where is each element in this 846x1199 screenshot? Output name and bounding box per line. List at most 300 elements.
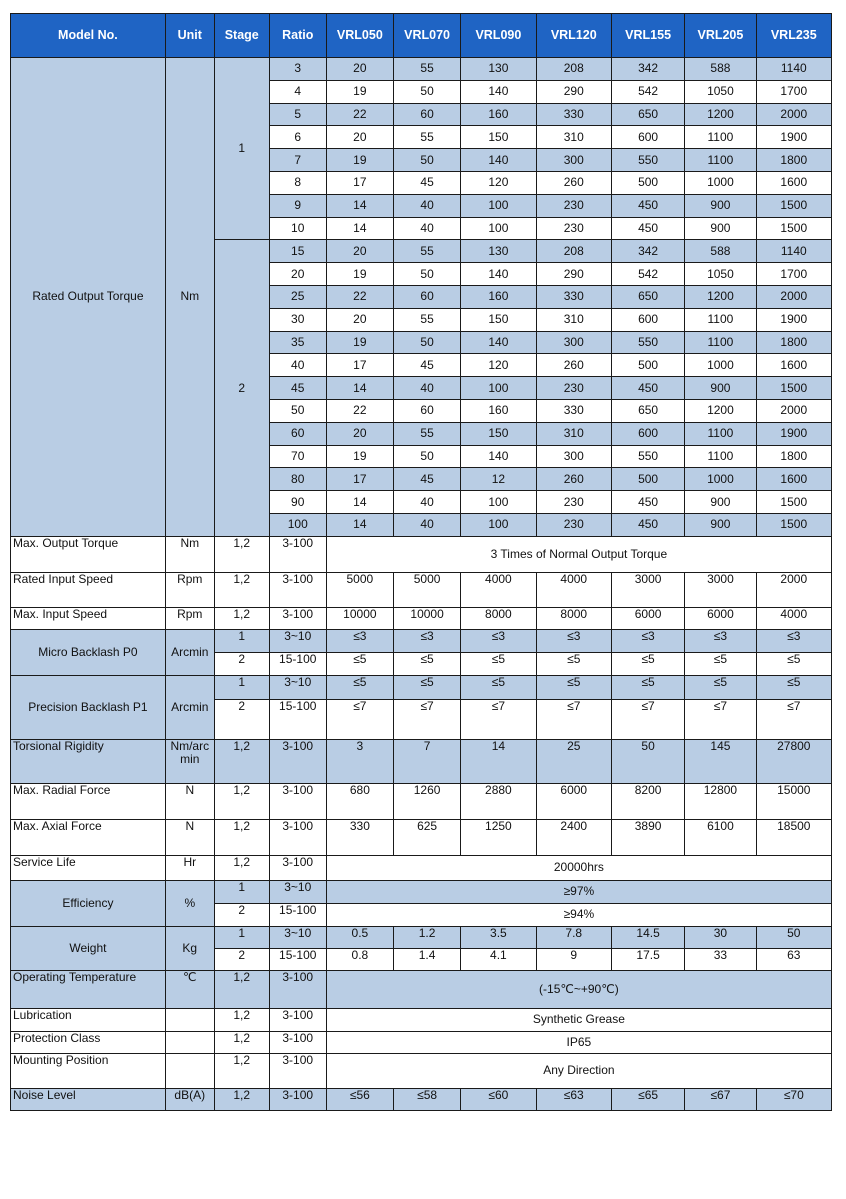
header-vrl205: VRL205	[685, 14, 756, 58]
spec-value-cell: 3890	[611, 819, 684, 855]
stage-cell: 1,2	[214, 970, 269, 1008]
spec-value-cell: 1260	[393, 783, 460, 819]
ratio-cell: 5	[269, 103, 326, 126]
header-model-no: Model No.	[11, 14, 166, 58]
spec-value-cell: ≤3	[611, 629, 684, 652]
spec-value-cell: 2880	[461, 783, 536, 819]
table-row	[11, 1031, 832, 1053]
unit-cell	[165, 1053, 214, 1088]
table-row	[11, 819, 832, 855]
torque-value-cell: 1500	[756, 217, 831, 240]
torque-value-cell: 55	[393, 58, 460, 81]
torque-value-cell: 1140	[756, 240, 831, 263]
ratio-cell: 3-100	[269, 1053, 326, 1088]
unit-cell: Arcmin	[165, 629, 214, 675]
row-label-rated-output-torque: Rated Output Torque	[11, 58, 166, 537]
header-row	[11, 14, 832, 58]
spec-value-cell: 50	[611, 739, 684, 783]
spec-value-cell: 4000	[756, 607, 831, 629]
stage-cell: 2	[214, 652, 269, 675]
unit-cell	[165, 1031, 214, 1053]
spec-value-cell: ≤5	[756, 652, 831, 675]
spec-value-cell: ≤67	[685, 1088, 756, 1110]
spec-value-cell: ≤5	[685, 652, 756, 675]
table-row	[11, 739, 832, 783]
spec-value-cell: 1.4	[393, 948, 460, 970]
table-row	[11, 58, 832, 81]
spec-value-cell: ≤7	[536, 699, 611, 739]
torque-value-cell: 100	[461, 377, 536, 400]
torque-value-cell: 100	[461, 491, 536, 514]
torque-value-cell: 1100	[685, 126, 756, 149]
spec-value-cell: ≤5	[393, 652, 460, 675]
spec-value-cell: 6000	[685, 607, 756, 629]
unit-cell: N	[165, 819, 214, 855]
row-label-micro-backlash-p0: Micro Backlash P0	[11, 629, 166, 675]
torque-value-cell: 500	[611, 171, 684, 194]
ratio-cell: 3-100	[269, 607, 326, 629]
row-label-max-output-torque: Max. Output Torque	[11, 536, 166, 572]
torque-value-cell: 900	[685, 491, 756, 514]
torque-value-cell: 40	[393, 217, 460, 240]
ratio-cell: 3-100	[269, 970, 326, 1008]
torque-value-cell: 19	[326, 331, 393, 354]
torque-value-cell: 600	[611, 422, 684, 445]
spec-value-cell: ≤5	[393, 675, 460, 699]
torque-value-cell: 500	[611, 354, 684, 377]
table-row	[11, 926, 832, 948]
spec-value-cell: 30	[685, 926, 756, 948]
torque-value-cell: 55	[393, 126, 460, 149]
torque-value-cell: 20	[326, 422, 393, 445]
merged-value-cell: ≥97%	[326, 880, 831, 903]
torque-value-cell: 450	[611, 491, 684, 514]
row-label-torsional-rigidity: Torsional Rigidity	[11, 739, 166, 783]
spec-value-cell: 1250	[461, 819, 536, 855]
ratio-cell: 40	[269, 354, 326, 377]
torque-value-cell: 20	[326, 58, 393, 81]
torque-value-cell: 1600	[756, 354, 831, 377]
spec-value-cell: ≤7	[461, 699, 536, 739]
spec-value-cell: 4000	[461, 572, 536, 607]
spec-value-cell: ≤58	[393, 1088, 460, 1110]
gearbox-spec-table	[10, 13, 832, 1111]
spec-value-cell: 6100	[685, 819, 756, 855]
header-vrl155: VRL155	[611, 14, 684, 58]
spec-value-cell: 680	[326, 783, 393, 819]
spec-value-cell: 625	[393, 819, 460, 855]
stage-cell: 2	[214, 948, 269, 970]
spec-value-cell: ≤3	[326, 629, 393, 652]
merged-value-cell: 20000hrs	[326, 855, 831, 880]
torque-value-cell: 45	[393, 354, 460, 377]
row-label-efficiency: Efficiency	[11, 880, 166, 926]
unit-cell: %	[165, 880, 214, 926]
torque-value-cell: 1100	[685, 445, 756, 468]
torque-value-cell: 600	[611, 126, 684, 149]
torque-value-cell: 160	[461, 285, 536, 308]
spec-table-wrapper	[10, 13, 832, 1111]
torque-value-cell: 1100	[685, 422, 756, 445]
torque-value-cell: 542	[611, 263, 684, 286]
torque-value-cell: 50	[393, 149, 460, 172]
torque-value-cell: 22	[326, 285, 393, 308]
torque-value-cell: 20	[326, 308, 393, 331]
torque-value-cell: 208	[536, 58, 611, 81]
torque-value-cell: 330	[536, 399, 611, 422]
row-label-max-input-speed: Max. Input Speed	[11, 607, 166, 629]
spec-value-cell: ≤63	[536, 1088, 611, 1110]
torque-value-cell: 260	[536, 354, 611, 377]
unit-cell: Hr	[165, 855, 214, 880]
spec-value-cell: ≤5	[685, 675, 756, 699]
spec-value-cell: 5000	[326, 572, 393, 607]
table-header	[11, 14, 832, 58]
torque-value-cell: 230	[536, 217, 611, 240]
torque-value-cell: 2000	[756, 103, 831, 126]
stage-cell: 2	[214, 903, 269, 926]
ratio-cell: 15-100	[269, 948, 326, 970]
spec-value-cell: ≤5	[611, 675, 684, 699]
torque-value-cell: 290	[536, 263, 611, 286]
table-row	[11, 1088, 832, 1110]
spec-value-cell: 10000	[326, 607, 393, 629]
torque-value-cell: 550	[611, 445, 684, 468]
stage-cell: 1	[214, 629, 269, 652]
merged-value-cell: (-15℃~+90℃)	[326, 970, 831, 1008]
ratio-cell: 15	[269, 240, 326, 263]
torque-value-cell: 1800	[756, 331, 831, 354]
torque-value-cell: 260	[536, 468, 611, 491]
spec-value-cell: ≤56	[326, 1088, 393, 1110]
table-row	[11, 880, 832, 903]
table-row	[11, 675, 832, 699]
torque-value-cell: 588	[685, 58, 756, 81]
spec-value-cell: 7	[393, 739, 460, 783]
torque-value-cell: 1500	[756, 513, 831, 536]
torque-value-cell: 450	[611, 194, 684, 217]
torque-value-cell: 100	[461, 194, 536, 217]
torque-value-cell: 45	[393, 468, 460, 491]
spec-value-cell: 0.8	[326, 948, 393, 970]
torque-value-cell: 19	[326, 263, 393, 286]
spec-value-cell: 7.8	[536, 926, 611, 948]
torque-value-cell: 17	[326, 354, 393, 377]
stage-cell: 2	[214, 699, 269, 739]
table-row	[11, 855, 832, 880]
torque-value-cell: 650	[611, 399, 684, 422]
torque-value-cell: 290	[536, 80, 611, 103]
torque-value-cell: 1500	[756, 194, 831, 217]
spec-value-cell: 145	[685, 739, 756, 783]
ratio-cell: 50	[269, 399, 326, 422]
stage-cell: 1,2	[214, 819, 269, 855]
torque-value-cell: 160	[461, 399, 536, 422]
stage-cell: 1,2	[214, 783, 269, 819]
torque-value-cell: 310	[536, 308, 611, 331]
spec-value-cell: ≤3	[756, 629, 831, 652]
stage-cell: 1	[214, 675, 269, 699]
stage-cell: 1,2	[214, 739, 269, 783]
spec-value-cell: ≤5	[536, 675, 611, 699]
torque-value-cell: 1600	[756, 171, 831, 194]
spec-value-cell: ≤65	[611, 1088, 684, 1110]
torque-value-cell: 1900	[756, 126, 831, 149]
torque-value-cell: 900	[685, 217, 756, 240]
torque-value-cell: 140	[461, 263, 536, 286]
table-row	[11, 629, 832, 652]
spec-value-cell: 8000	[536, 607, 611, 629]
spec-value-cell: ≤5	[461, 652, 536, 675]
table-row	[11, 572, 832, 607]
torque-value-cell: 150	[461, 126, 536, 149]
merged-value-cell: 3 Times of Normal Output Torque	[326, 536, 831, 572]
spec-value-cell: 50	[756, 926, 831, 948]
table-row	[11, 607, 832, 629]
torque-value-cell: 600	[611, 308, 684, 331]
ratio-cell: 3~10	[269, 675, 326, 699]
torque-value-cell: 130	[461, 240, 536, 263]
ratio-cell: 80	[269, 468, 326, 491]
spec-value-cell: 15000	[756, 783, 831, 819]
spec-value-cell: ≤7	[326, 699, 393, 739]
ratio-cell: 4	[269, 80, 326, 103]
torque-value-cell: 40	[393, 491, 460, 514]
row-label-operating-temperature: Operating Temperature	[11, 970, 166, 1008]
ratio-cell: 15-100	[269, 652, 326, 675]
torque-value-cell: 342	[611, 240, 684, 263]
unit-cell: Nm/arc min	[165, 739, 214, 783]
unit-cell: Arcmin	[165, 675, 214, 739]
torque-value-cell: 50	[393, 263, 460, 286]
merged-value-cell: Synthetic Grease	[326, 1008, 831, 1031]
stage-cell: 1,2	[214, 855, 269, 880]
torque-value-cell: 140	[461, 445, 536, 468]
ratio-cell: 3~10	[269, 880, 326, 903]
torque-value-cell: 55	[393, 240, 460, 263]
torque-value-cell: 1000	[685, 354, 756, 377]
torque-value-cell: 55	[393, 422, 460, 445]
ratio-cell: 60	[269, 422, 326, 445]
spec-value-cell: 2000	[756, 572, 831, 607]
torque-value-cell: 300	[536, 445, 611, 468]
torque-value-cell: 342	[611, 58, 684, 81]
torque-value-cell: 19	[326, 80, 393, 103]
header-stage: Stage	[214, 14, 269, 58]
spec-value-cell: ≤3	[685, 629, 756, 652]
table-row	[11, 970, 832, 1008]
spec-value-cell: ≤7	[685, 699, 756, 739]
spec-value-cell: ≤3	[536, 629, 611, 652]
torque-value-cell: 22	[326, 399, 393, 422]
unit-cell: dB(A)	[165, 1088, 214, 1110]
torque-value-cell: 450	[611, 217, 684, 240]
torque-value-cell: 130	[461, 58, 536, 81]
table-row	[11, 536, 832, 572]
spec-value-cell: ≤3	[461, 629, 536, 652]
spec-value-cell: 6000	[536, 783, 611, 819]
ratio-cell: 70	[269, 445, 326, 468]
ratio-cell: 10	[269, 217, 326, 240]
torque-value-cell: 230	[536, 377, 611, 400]
ratio-cell: 3-100	[269, 739, 326, 783]
row-label-weight: Weight	[11, 926, 166, 970]
unit-cell: N	[165, 783, 214, 819]
spec-value-cell: 6000	[611, 607, 684, 629]
torque-value-cell: 17	[326, 171, 393, 194]
torque-value-cell: 450	[611, 377, 684, 400]
stage-cell: 1,2	[214, 607, 269, 629]
torque-value-cell: 1200	[685, 285, 756, 308]
spec-value-cell: 12800	[685, 783, 756, 819]
torque-value-cell: 1050	[685, 263, 756, 286]
unit-cell: Nm	[165, 58, 214, 537]
spec-value-cell: ≤7	[611, 699, 684, 739]
torque-value-cell: 1600	[756, 468, 831, 491]
merged-value-cell: IP65	[326, 1031, 831, 1053]
header-vrl235: VRL235	[756, 14, 831, 58]
ratio-cell: 7	[269, 149, 326, 172]
spec-value-cell: 3.5	[461, 926, 536, 948]
torque-value-cell: 17	[326, 468, 393, 491]
torque-value-cell: 542	[611, 80, 684, 103]
torque-value-cell: 230	[536, 491, 611, 514]
ratio-cell: 3-100	[269, 1008, 326, 1031]
torque-value-cell: 1700	[756, 263, 831, 286]
header-vrl050: VRL050	[326, 14, 393, 58]
torque-value-cell: 1200	[685, 103, 756, 126]
torque-value-cell: 50	[393, 331, 460, 354]
ratio-cell: 3-100	[269, 855, 326, 880]
torque-value-cell: 60	[393, 103, 460, 126]
spec-value-cell: 25	[536, 739, 611, 783]
ratio-cell: 90	[269, 491, 326, 514]
row-label-mounting-position: Mounting Position	[11, 1053, 166, 1088]
unit-cell: Nm	[165, 536, 214, 572]
stage-cell: 1	[214, 926, 269, 948]
spec-value-cell: ≤3	[393, 629, 460, 652]
torque-value-cell: 100	[461, 217, 536, 240]
stage-cell: 1,2	[214, 536, 269, 572]
torque-value-cell: 22	[326, 103, 393, 126]
ratio-cell: 3-100	[269, 783, 326, 819]
torque-value-cell: 310	[536, 126, 611, 149]
torque-value-cell: 60	[393, 285, 460, 308]
spec-value-cell: 14	[461, 739, 536, 783]
torque-value-cell: 14	[326, 217, 393, 240]
spec-value-cell: ≤5	[326, 675, 393, 699]
torque-value-cell: 150	[461, 422, 536, 445]
spec-value-cell: ≤70	[756, 1088, 831, 1110]
table-body	[11, 58, 832, 1111]
ratio-cell: 3-100	[269, 1088, 326, 1110]
torque-value-cell: 100	[461, 513, 536, 536]
torque-value-cell: 14	[326, 513, 393, 536]
torque-value-cell: 150	[461, 308, 536, 331]
row-label-max-radial-force: Max. Radial Force	[11, 783, 166, 819]
row-label-protection-class: Protection Class	[11, 1031, 166, 1053]
torque-value-cell: 900	[685, 513, 756, 536]
spec-value-cell: 3	[326, 739, 393, 783]
torque-value-cell: 450	[611, 513, 684, 536]
torque-value-cell: 330	[536, 285, 611, 308]
stage-cell: 1	[214, 58, 269, 240]
torque-value-cell: 650	[611, 285, 684, 308]
spec-value-cell: 0.5	[326, 926, 393, 948]
torque-value-cell: 1700	[756, 80, 831, 103]
torque-value-cell: 1800	[756, 445, 831, 468]
torque-value-cell: 1140	[756, 58, 831, 81]
ratio-cell: 9	[269, 194, 326, 217]
torque-value-cell: 330	[536, 103, 611, 126]
spec-value-cell: ≤7	[756, 699, 831, 739]
spec-value-cell: 8200	[611, 783, 684, 819]
torque-value-cell: 1100	[685, 308, 756, 331]
stage-cell: 1	[214, 880, 269, 903]
torque-value-cell: 50	[393, 80, 460, 103]
ratio-cell: 3-100	[269, 572, 326, 607]
spec-value-cell: 2400	[536, 819, 611, 855]
ratio-cell: 15-100	[269, 903, 326, 926]
torque-value-cell: 1100	[685, 331, 756, 354]
spec-value-cell: 9	[536, 948, 611, 970]
ratio-cell: 6	[269, 126, 326, 149]
spec-value-cell: ≤7	[393, 699, 460, 739]
torque-value-cell: 40	[393, 194, 460, 217]
stage-cell: 2	[214, 240, 269, 536]
ratio-cell: 8	[269, 171, 326, 194]
spec-value-cell: 1.2	[393, 926, 460, 948]
torque-value-cell: 310	[536, 422, 611, 445]
unit-cell: Rpm	[165, 572, 214, 607]
torque-value-cell: 1000	[685, 468, 756, 491]
torque-value-cell: 12	[461, 468, 536, 491]
spec-value-cell: 330	[326, 819, 393, 855]
spec-value-cell: ≤5	[326, 652, 393, 675]
torque-value-cell: 588	[685, 240, 756, 263]
unit-cell	[165, 1008, 214, 1031]
spec-value-cell: 5000	[393, 572, 460, 607]
ratio-cell: 25	[269, 285, 326, 308]
header-vrl120: VRL120	[536, 14, 611, 58]
stage-cell: 1,2	[214, 1053, 269, 1088]
spec-value-cell: 33	[685, 948, 756, 970]
stage-cell: 1,2	[214, 572, 269, 607]
spec-value-cell: 3000	[611, 572, 684, 607]
torque-value-cell: 160	[461, 103, 536, 126]
torque-value-cell: 650	[611, 103, 684, 126]
merged-value-cell: ≥94%	[326, 903, 831, 926]
torque-value-cell: 45	[393, 171, 460, 194]
ratio-cell: 3-100	[269, 819, 326, 855]
ratio-cell: 30	[269, 308, 326, 331]
spec-value-cell: 14.5	[611, 926, 684, 948]
torque-value-cell: 140	[461, 331, 536, 354]
unit-cell: Kg	[165, 926, 214, 970]
torque-value-cell: 900	[685, 194, 756, 217]
ratio-cell: 20	[269, 263, 326, 286]
spec-value-cell: 4.1	[461, 948, 536, 970]
torque-value-cell: 40	[393, 377, 460, 400]
torque-value-cell: 1500	[756, 491, 831, 514]
unit-cell: Rpm	[165, 607, 214, 629]
torque-value-cell: 2000	[756, 399, 831, 422]
torque-value-cell: 900	[685, 377, 756, 400]
ratio-cell: 3-100	[269, 1031, 326, 1053]
torque-value-cell: 140	[461, 80, 536, 103]
ratio-cell: 45	[269, 377, 326, 400]
torque-value-cell: 20	[326, 240, 393, 263]
